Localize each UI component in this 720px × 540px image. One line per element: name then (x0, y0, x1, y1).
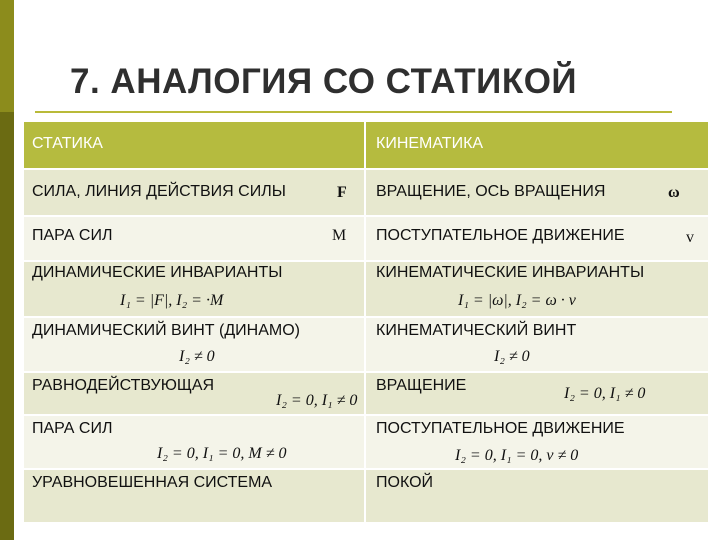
table-row (23, 216, 709, 261)
row-label: ВРАЩЕНИЕ (376, 377, 467, 394)
kinematic-screw-condition-formula: I₂ ≠ 0 (494, 348, 530, 365)
moment-symbol: M (332, 227, 347, 244)
force-symbol: F (337, 184, 347, 201)
table-cell (23, 372, 365, 415)
table-cell (23, 216, 365, 261)
header-cell-statics (23, 121, 365, 169)
left-accent-stripe (0, 0, 14, 112)
kinematic-invariants-formula: I₁ = |ω|, I₂ = ω · v (458, 292, 576, 309)
row-label: КИНЕМАТИЧЕСКИЕ ИНВАРИАНТЫ (376, 264, 645, 281)
table-row (23, 415, 709, 469)
table-row (23, 169, 709, 216)
table-row (23, 372, 709, 415)
table-header-row (23, 121, 709, 169)
row-label: СИЛА, ЛИНИЯ ДЕЙСТВИЯ СИЛЫ (32, 183, 286, 200)
row-label: ПОСТУПАТЕЛЬНОЕ ДВИЖЕНИЕ (376, 227, 625, 244)
row-label: ПОСТУПАТЕЛЬНОЕ ДВИЖЕНИЕ (376, 420, 625, 437)
table-cell (365, 169, 709, 216)
slide-title: 7. АНАЛОГИЯ СО СТАТИКОЙ (70, 62, 578, 101)
table-row (23, 469, 709, 523)
table-row (23, 261, 709, 317)
dynamic-invariants-formula: I₁ = |F|, I₂ = ·M (120, 292, 224, 309)
velocity-symbol: v (686, 229, 694, 246)
analogy-table (22, 120, 710, 524)
row-label: ПАРА СИЛ (32, 420, 113, 437)
row-label: ДИНАМИЧЕСКИЕ ИНВАРИАНТЫ (32, 264, 283, 281)
title-underline (35, 111, 672, 113)
table-cell (23, 317, 365, 372)
row-label: УРАВНОВЕШЕННАЯ СИСТЕМА (32, 474, 273, 491)
header-label-kinematics: КИНЕМАТИКА (376, 135, 484, 152)
row-label: РАВНОДЕЙСТВУЮЩАЯ (32, 377, 215, 394)
omega-symbol: ω (668, 184, 680, 201)
table-cell (23, 469, 365, 523)
table-cell (365, 261, 709, 317)
table-cell (365, 372, 709, 415)
row-label: ДИНАМИЧЕСКИЙ ВИНТ (ДИНАМО) (32, 322, 300, 339)
row-label: ПОКОЙ (376, 474, 434, 491)
row-label: ВРАЩЕНИЕ, ОСЬ ВРАЩЕНИЯ (376, 183, 606, 200)
table-row (23, 317, 709, 372)
table-cell (23, 415, 365, 469)
header-cell-kinematics (365, 121, 709, 169)
table-cell (365, 469, 709, 523)
rotation-condition-formula: I₂ = 0, I₁ ≠ 0 (564, 385, 646, 402)
translation-condition-formula: I₂ = 0, I₁ = 0, v ≠ 0 (455, 447, 579, 464)
couple-condition-formula: I₂ = 0, I₁ = 0, M ≠ 0 (157, 445, 287, 462)
row-label: ПАРА СИЛ (32, 227, 113, 244)
table-cell (23, 169, 365, 216)
resultant-condition-formula: I₂ = 0, I₁ ≠ 0 (276, 392, 358, 409)
table-cell (23, 261, 365, 317)
row-label: КИНЕМАТИЧЕСКИЙ ВИНТ (376, 322, 577, 339)
left-accent-bar (0, 0, 14, 540)
table-cell (365, 415, 709, 469)
header-label-statics: СТАТИКА (32, 135, 103, 152)
table-cell (365, 216, 709, 261)
dynamo-condition-formula: I₂ ≠ 0 (179, 348, 215, 365)
table-cell (365, 317, 709, 372)
